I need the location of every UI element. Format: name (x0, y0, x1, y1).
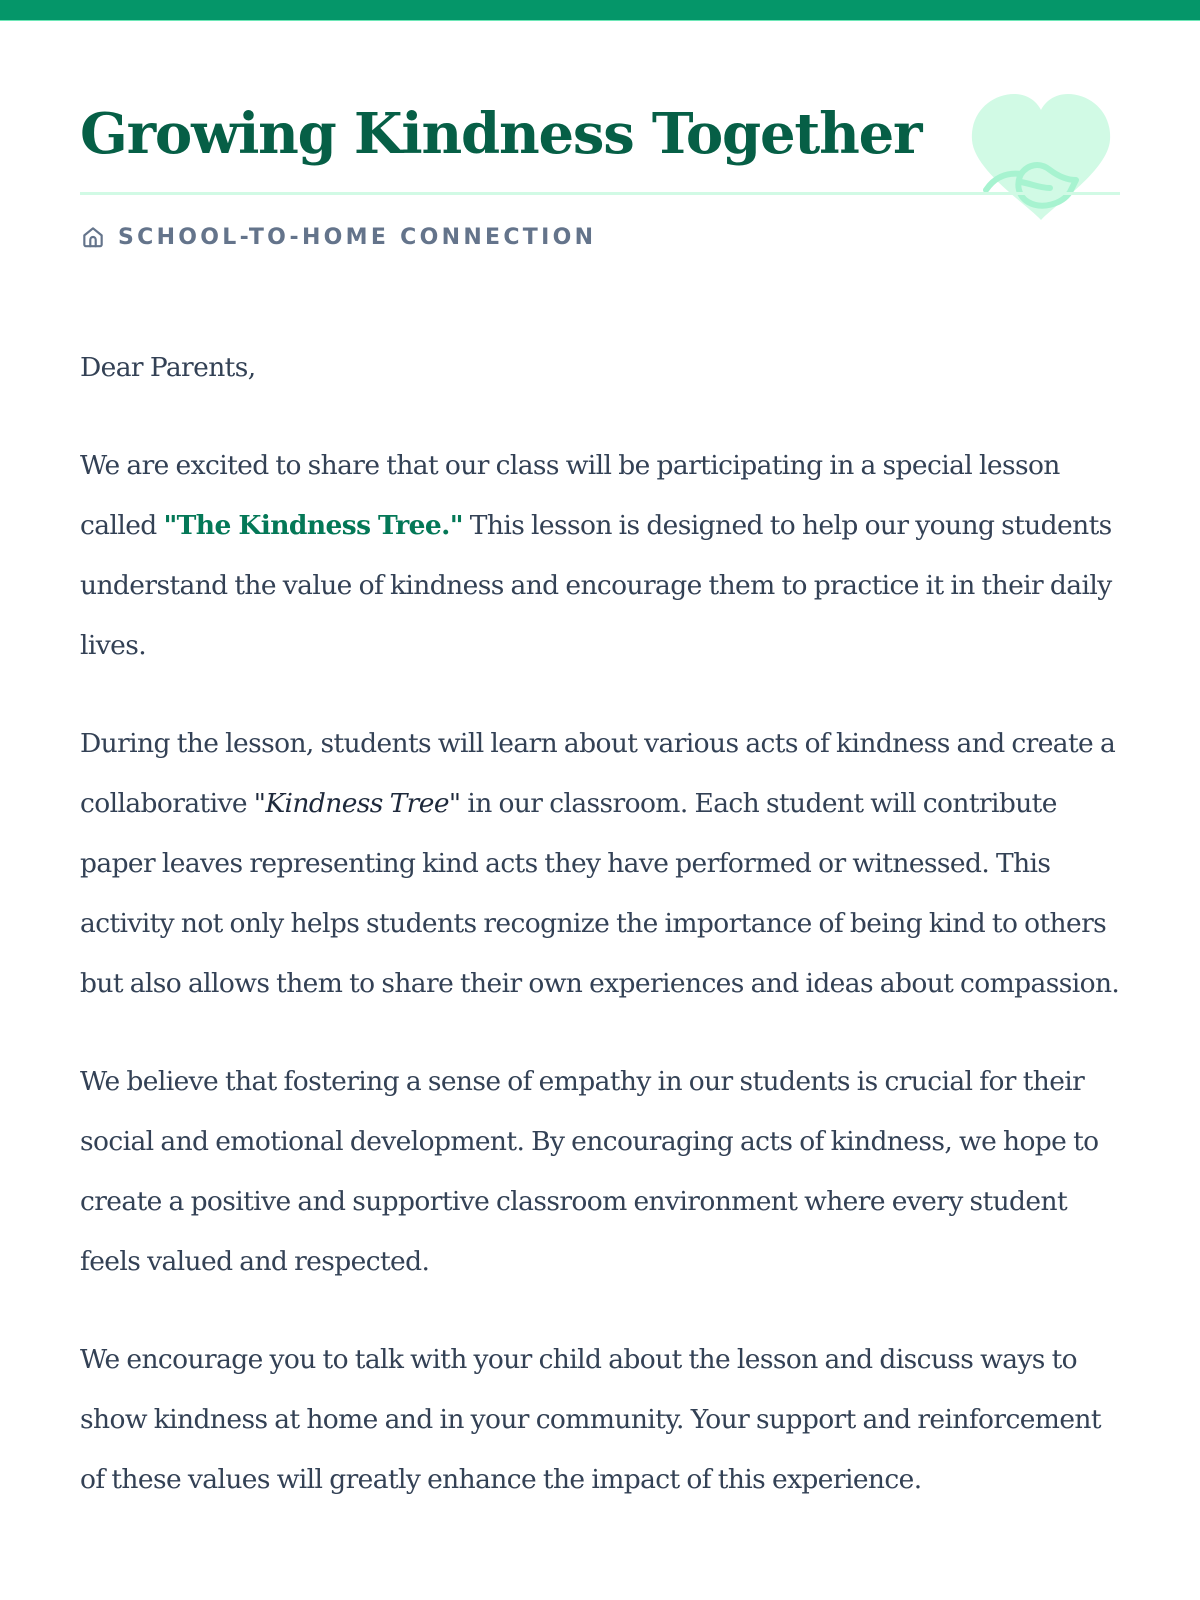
paragraph-text: in our classroom. Each student will contribute paper leaves representing kind acts they have performed or witnessed. This activity not only helps students recognize the importance of being kind to others but also allows them to share their own experiences and ideas about compassion. (80, 788, 1120, 999)
paragraph-text: During the lesson, students will learn about various acts of kindness and create a collaborative (80, 728, 1116, 819)
letter-body (80, 338, 1120, 1548)
top-accent-bar (0, 0, 1200, 20)
paragraph-intro (80, 436, 1120, 676)
greeting: Dear Parents, (80, 352, 256, 383)
title-divider (80, 192, 1120, 195)
home-icon (80, 224, 106, 250)
page-title: Growing Kindness Together (80, 101, 922, 167)
subtitle-row (80, 224, 596, 250)
letter-page (80, 20, 1120, 1495)
letter-header (80, 20, 1120, 250)
paragraph-text: This lesson is designed to help our young students understand the value of kindness and encourage them to practice it in their daily lives. (80, 510, 1112, 661)
lesson-name-highlight: "The Kindness Tree." (163, 510, 463, 541)
subtitle-label: SCHOOL-TO-HOME CONNECTION (118, 224, 597, 250)
paragraph-encouragement: We encourage you to talk with your child about the lesson and discuss ways to show kindness at home and in your community. Your support and reinforcement of these values will greatly enhance the impact of this experience. (80, 1344, 1101, 1495)
kindness-tree-emphasis: "Kindness Tree" (253, 788, 461, 819)
heart-leaf-icon (966, 92, 1116, 222)
paragraph-empathy: We believe that fostering a sense of empathy in our students is crucial for their social and emotional development. By encouraging acts of kindness, we hope to create a positive and supportive classroom environment where every student feels valued and respected. (80, 1066, 1099, 1277)
paragraph-text: We are excited to share that our class will be participating in a special lesson called (80, 450, 1060, 541)
paragraph-lesson-details (80, 714, 1120, 1014)
